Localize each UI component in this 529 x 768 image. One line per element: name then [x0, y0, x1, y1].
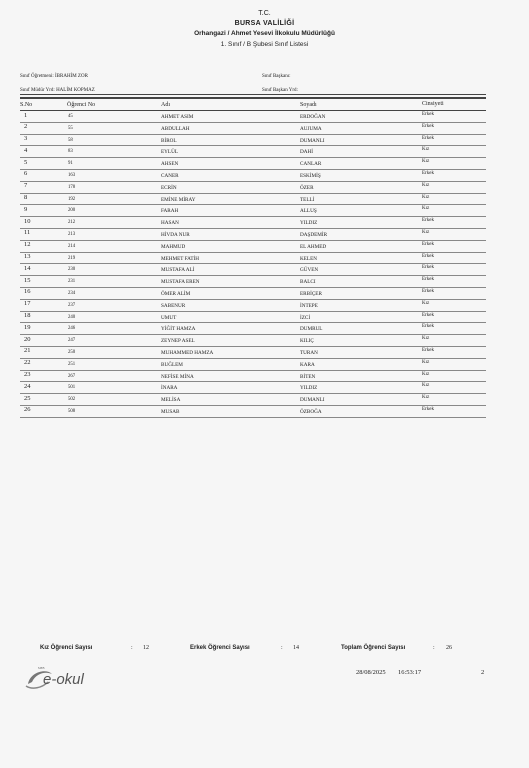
cell-surname: EL AHMED: [300, 243, 327, 250]
table-row: [20, 359, 486, 371]
cell-gender: Kız: [422, 383, 430, 389]
cell-name: EYLÜL: [161, 149, 178, 156]
table-row: [20, 264, 486, 276]
cell-gender: Kız: [422, 336, 430, 342]
cell-surname: YILDIZ: [300, 385, 318, 392]
cell-name: ECRİN: [161, 184, 177, 191]
table-row: [20, 406, 486, 418]
cell-student-no: 250: [68, 349, 76, 355]
cell-surname: ESKİMİŞ: [300, 172, 321, 179]
cell-gender: Kız: [422, 395, 430, 401]
cell-name: MEHMET FATİH: [161, 255, 199, 262]
cell-gender: Erkek: [422, 406, 434, 412]
cell-sno: 12: [24, 241, 31, 249]
cell-name: HASAN: [161, 220, 179, 227]
print-date: 28/08/2025: [356, 669, 386, 676]
cell-sno: 9: [24, 205, 28, 213]
cell-student-no: 246: [68, 326, 76, 332]
cell-sno: 7: [24, 182, 28, 190]
cell-gender: Kız: [422, 371, 430, 377]
cell-surname: ERDOĞAN: [300, 114, 326, 120]
table-row: [20, 158, 486, 170]
cell-gender: Kız: [422, 300, 430, 306]
col-surname: Soyadı: [300, 102, 317, 108]
cell-sno: 10: [24, 217, 31, 225]
cell-sno: 20: [24, 335, 31, 343]
logo-text: e-okul: [43, 671, 84, 688]
cell-surname: CANLAR: [300, 161, 322, 168]
total-count-label: Toplam Öğrenci Sayısı: [341, 645, 406, 651]
cell-gender: Kız: [422, 159, 430, 165]
teacher-signature: Sınıf Öğretmeni: İBRAHİM ZOR: [20, 74, 88, 79]
table-row: [20, 300, 486, 312]
cell-student-no: 237: [68, 302, 76, 308]
cell-sno: 25: [24, 394, 31, 402]
cell-surname: DAHİ: [300, 149, 313, 156]
cell-student-no: 55: [68, 125, 73, 131]
cell-name: EMİNE MİRAY: [161, 196, 196, 203]
cell-name: FARAH: [161, 208, 179, 215]
cell-sno: 13: [24, 253, 31, 261]
cell-sno: 19: [24, 323, 31, 331]
cell-student-no: 58: [68, 137, 73, 143]
table-row: [20, 323, 486, 335]
table-row: [20, 288, 486, 300]
cell-student-no: 213: [68, 231, 76, 237]
cell-gender: Erkek: [422, 218, 434, 224]
cell-gender: Erkek: [422, 135, 434, 141]
cell-surname: KELEN: [300, 255, 317, 262]
cell-name: AHSEN: [161, 161, 179, 168]
cell-sno: 23: [24, 371, 31, 379]
cell-surname: GÜVEN: [300, 267, 319, 274]
cell-name: ABDULLAH: [161, 125, 190, 132]
cell-student-no: 234: [68, 290, 76, 296]
cell-name: YİĞİT HAMZA: [161, 326, 196, 333]
cell-name: UMUT: [161, 314, 177, 321]
cell-gender: Erkek: [422, 324, 434, 330]
cell-student-no: 240: [68, 314, 76, 320]
cell-surname: ÖZER: [300, 184, 314, 191]
cell-gender: Erkek: [422, 170, 434, 176]
cell-name: İNARA: [161, 385, 178, 392]
cell-gender: Kız: [422, 147, 430, 153]
cell-surname: TELLİ: [300, 196, 315, 203]
divider: [20, 97, 486, 99]
cell-surname: TURAN: [300, 349, 318, 356]
separator: :: [281, 645, 283, 651]
cell-sno: 17: [24, 300, 31, 308]
cell-surname: AUJUMA: [300, 125, 322, 132]
cell-sno: 18: [24, 312, 31, 320]
separator: :: [433, 645, 435, 651]
col-gender: Cinsiyeti: [422, 101, 444, 107]
cell-name: MELİSA: [161, 397, 181, 404]
header-list-title: 1. Sınıf / B Şubesi Sınıf Listesi: [220, 41, 309, 48]
table-row: [20, 217, 486, 229]
table-row: [20, 335, 486, 347]
cell-name: CANER: [161, 172, 179, 179]
col-name: Adı: [161, 102, 170, 108]
logo-small-text: MEB: [38, 666, 45, 670]
cell-name: HİVDA NUR: [161, 231, 190, 238]
cell-student-no: 501: [68, 385, 76, 391]
table-row: [20, 347, 486, 359]
cell-student-no: 508: [68, 408, 76, 414]
table-row: [20, 312, 486, 324]
total-count-value: 26: [446, 645, 452, 651]
cell-sno: 6: [24, 170, 28, 178]
col-sno: S.No: [20, 102, 33, 108]
table-row: [20, 371, 486, 383]
cell-surname: İNTEPE: [300, 302, 318, 309]
table-row: [20, 194, 486, 206]
cell-student-no: 251: [68, 361, 76, 367]
cell-gender: Kız: [422, 182, 430, 188]
cell-surname: BİTEN: [300, 373, 316, 380]
cell-sno: 22: [24, 359, 31, 367]
cell-sno: 11: [24, 229, 31, 237]
cell-gender: Erkek: [422, 123, 434, 129]
cell-student-no: 267: [68, 373, 76, 379]
boy-count-label: Erkek Öğrenci Sayısı: [190, 645, 250, 651]
col-student-no: Öğrenci No: [67, 102, 96, 108]
cell-surname: İZCİ: [300, 314, 311, 321]
cell-sno: 8: [24, 194, 28, 202]
table-row: [20, 123, 486, 135]
cell-surname: ÖZBOĞA: [300, 408, 322, 415]
cell-sno: 14: [24, 264, 31, 272]
cell-sno: 1: [24, 111, 28, 119]
cell-student-no: 502: [68, 397, 76, 403]
cell-sno: 2: [24, 123, 28, 131]
cell-student-no: 200: [68, 208, 76, 214]
cell-sno: 4: [24, 146, 28, 154]
cell-sno: 15: [24, 276, 31, 284]
cell-gender: Kız: [422, 206, 430, 212]
cell-name: BUĞLEM: [161, 361, 183, 368]
table-row: [20, 170, 486, 182]
cell-student-no: 214: [68, 243, 76, 249]
table-row: [20, 135, 486, 147]
cell-student-no: 163: [68, 172, 76, 178]
header-governorship: BURSA VALİLİĞİ: [234, 20, 295, 27]
cell-name: ZEYNEP ASEL: [161, 338, 195, 345]
cell-gender: Erkek: [422, 277, 434, 283]
cell-student-no: 231: [68, 279, 76, 285]
class-head-deputy-signature: Sınıf Başkan Yrd:: [262, 88, 298, 93]
cell-name: BİROL: [161, 137, 177, 144]
cell-name: AHMET ASIM: [161, 114, 194, 120]
print-time: 16:53:17: [398, 669, 422, 676]
cell-name: ÖMER ALİM: [161, 290, 191, 297]
cell-gender: Erkek: [422, 265, 434, 271]
table-row: [20, 229, 486, 241]
class-head-signature: Sınıf Başkanı:: [262, 74, 291, 79]
header-school: Orhangazi / Ahmet Yesevi İlkokulu Müdürlüğü: [194, 30, 335, 37]
girl-count-value: 12: [143, 645, 149, 651]
table-row: [20, 241, 486, 253]
cell-sno: 5: [24, 158, 28, 166]
divider: [20, 94, 486, 95]
table-row: [20, 182, 486, 194]
page-number: 2: [481, 669, 485, 676]
cell-surname: KILIÇ: [300, 338, 314, 345]
cell-surname: DUMRUL: [300, 326, 323, 333]
cell-name: MUHAMMED HAMZA: [161, 349, 214, 356]
deputy-signature: Sınıf Müdür Yrd: HALİM KOPMAZ: [20, 88, 95, 93]
girl-count-label: Kız Öğrenci Sayısı: [40, 645, 93, 651]
cell-name: NEFİSE MİNA: [161, 373, 194, 380]
cell-gender: Kız: [422, 229, 430, 235]
cell-student-no: 247: [68, 338, 76, 344]
cell-name: MUSAB: [161, 408, 180, 415]
cell-sno: 26: [24, 406, 31, 414]
cell-surname: DAŞDEMİR: [300, 231, 328, 238]
cell-student-no: 178: [68, 184, 76, 190]
eokul-logo: [22, 664, 94, 692]
cell-student-no: 91: [68, 161, 73, 167]
cell-student-no: 219: [68, 255, 76, 261]
cell-sno: 21: [24, 347, 31, 355]
table-header: [20, 101, 486, 110]
table-row: [20, 205, 486, 217]
cell-gender: Erkek: [422, 112, 434, 117]
cell-surname: DUMANLI: [300, 397, 325, 404]
cell-student-no: 192: [68, 196, 76, 202]
cell-student-no: 45: [68, 114, 73, 119]
cell-surname: DUMANLI: [300, 137, 325, 144]
cell-name: MAHMUD: [161, 243, 186, 250]
cell-name: SABENUR: [161, 302, 186, 309]
cell-name: MUSTAFA ALİ: [161, 267, 195, 274]
table-row: [20, 253, 486, 265]
cell-surname: ALLUŞ: [300, 208, 317, 215]
cell-student-no: 83: [68, 149, 73, 155]
cell-surname: ERBİÇER: [300, 290, 322, 297]
table-row: [20, 146, 486, 158]
cell-gender: Erkek: [422, 253, 434, 259]
cell-surname: BALCI: [300, 279, 316, 286]
cell-surname: YILDIZ: [300, 220, 318, 227]
cell-sno: 24: [24, 382, 31, 390]
cell-student-no: 212: [68, 220, 76, 226]
cell-gender: Kız: [422, 359, 430, 365]
cell-student-no: 230: [68, 267, 76, 273]
table-row: [20, 276, 486, 288]
separator: :: [131, 645, 133, 651]
cell-surname: KARA: [300, 361, 315, 368]
table-row: [20, 111, 486, 123]
cell-gender: Erkek: [422, 347, 434, 353]
table-row: [20, 394, 486, 406]
cell-sno: 3: [24, 135, 28, 143]
cell-sno: 16: [24, 288, 31, 296]
header-tc: T.C.: [258, 10, 271, 17]
table-row: [20, 382, 486, 394]
student-table: [20, 111, 486, 418]
cell-gender: Erkek: [422, 288, 434, 294]
cell-name: MUSTAFA EREN: [161, 279, 200, 286]
boy-count-value: 14: [293, 645, 299, 651]
cell-gender: Kız: [422, 194, 430, 200]
cell-gender: Erkek: [422, 241, 434, 247]
cell-gender: Erkek: [422, 312, 434, 318]
